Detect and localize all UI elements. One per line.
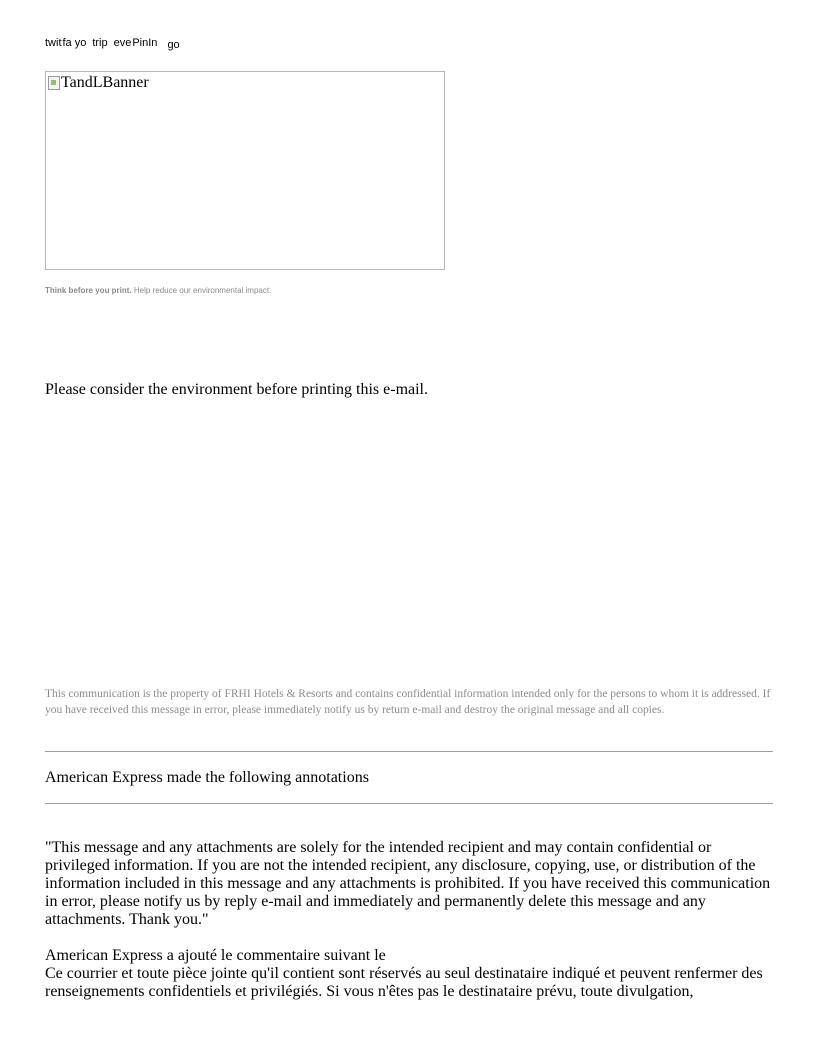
banner-alt-text-wrapper [48, 74, 149, 92]
consider-environment-text: Please consider the environment before printing this e-mail. [45, 381, 428, 398]
tripadvisor-link[interactable]: trip [92, 37, 108, 49]
pinterest-link[interactable]: Pin [132, 37, 149, 49]
think-before-print-notice [45, 286, 271, 295]
amex-english-notice: "This message and any attachments are solely for the intended recipient and may contain confidential or privileged information. If you are not the intended recipient, any disclosure, copying, use, or distribution of the information included in this message and any attachments is prohibited. If you have received this communication in error, please notify us by reply e-mail and immediately and permanently delete this message and any attachments. Thank you." [45, 839, 771, 928]
instagram-link[interactable]: In [148, 37, 158, 49]
think-notice-rest: Help reduce our environmental impact. [133, 286, 272, 295]
twitter-link[interactable]: twit [45, 37, 62, 49]
banner-image[interactable] [45, 71, 445, 270]
event-link[interactable]: eve [113, 37, 132, 49]
frhi-disclaimer: This communication is the property of FRHI Hotels & Resorts and contains confidential information intended only for the persons to whom it is addressed. If you have received this message in error, please immediately notify us by return e-mail and destroy the original message and all copies. [45, 688, 771, 716]
amex-french-heading: American Express a ajouté le commentaire suivant le [45, 947, 386, 964]
amex-french-notice: Ce courrier et toute pièce jointe qu'il contient sont réservés au seul destinataire indiqué et peuvent renfermer des renseignements confidentiels et privilégiés. Si vous n'êtes pas le destinataire prévu, toute divulgation, [45, 965, 763, 1000]
amex-annotations-heading: American Express made the following annotations [45, 769, 369, 786]
divider-top [45, 751, 773, 752]
banner-alt-text: TandLBanner [61, 74, 149, 91]
broken-image-icon [48, 76, 60, 90]
social-links-row [45, 37, 180, 49]
divider-bottom [45, 803, 773, 804]
google-link[interactable]: go [167, 39, 180, 51]
think-notice-bold: Think before you print. [45, 286, 132, 295]
youtube-link[interactable]: yo [74, 37, 87, 49]
facebook-link[interactable]: fa [62, 37, 72, 49]
